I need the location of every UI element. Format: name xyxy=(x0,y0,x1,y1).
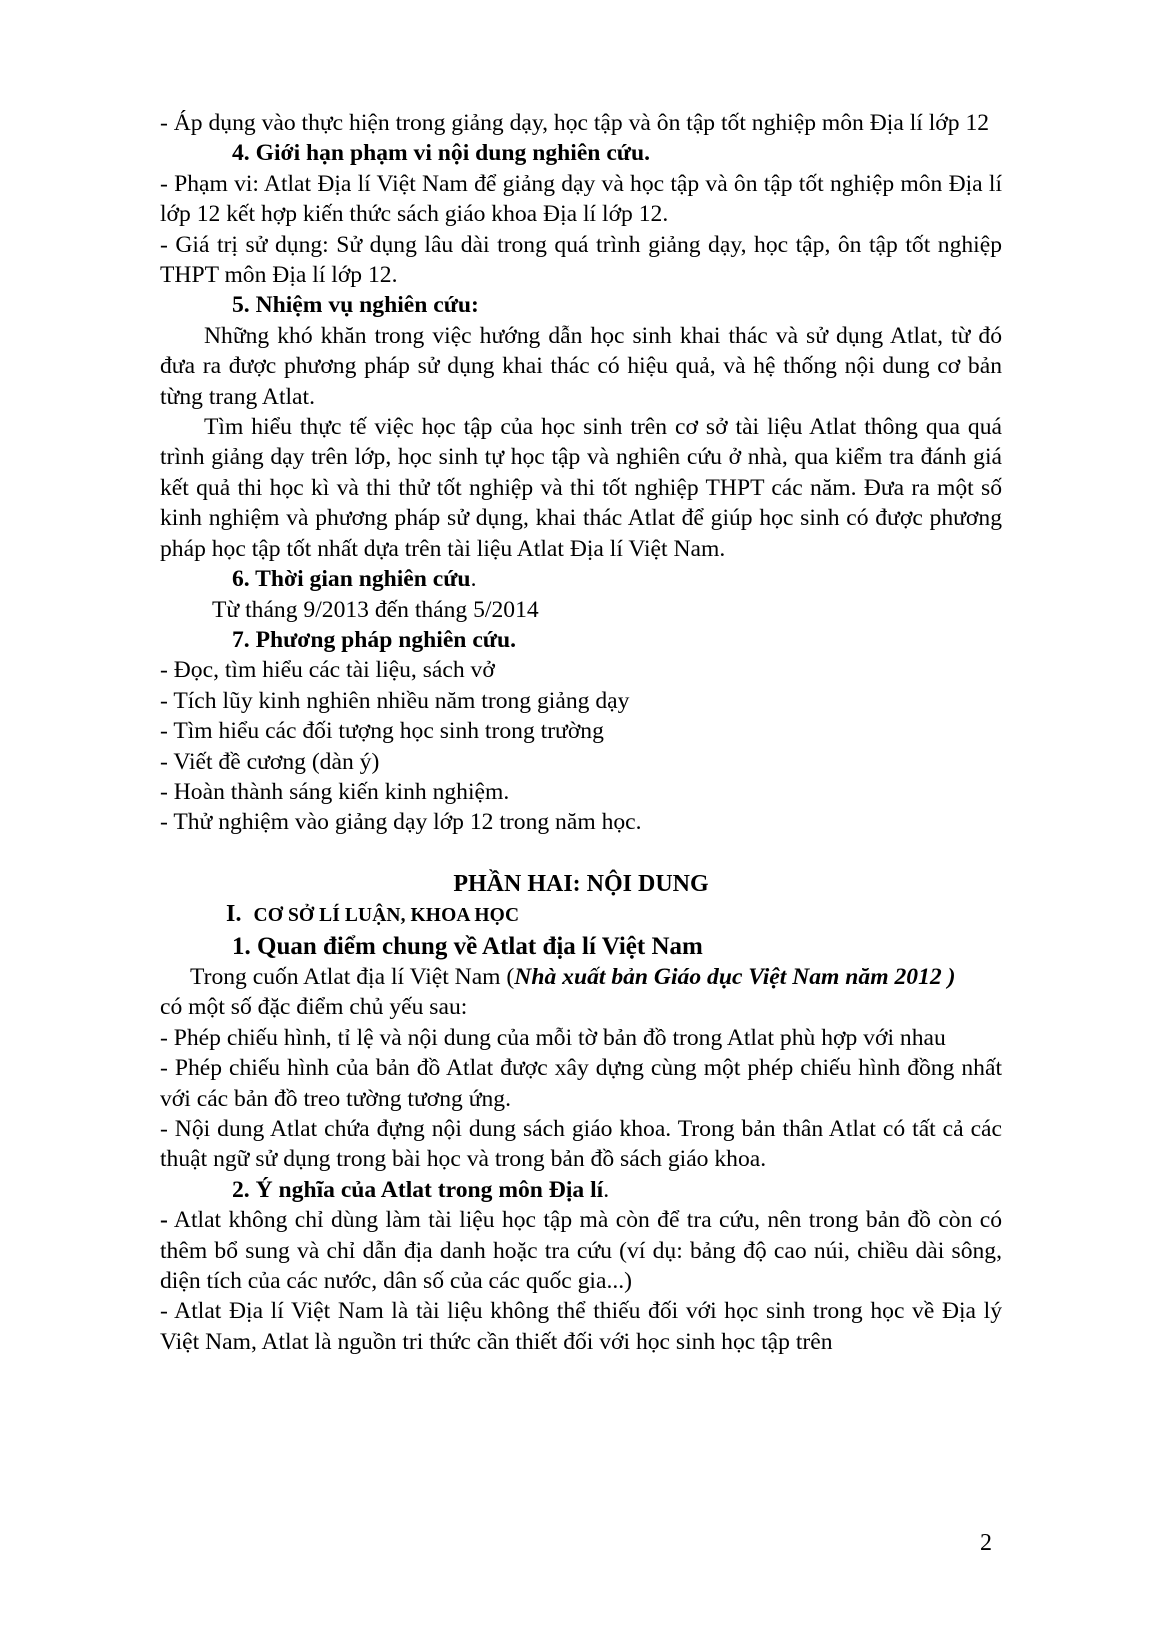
atlas-meaning-paragraph-2: - Atlat Địa lí Việt Nam là tài liệu không thể thiếu đối với học sinh trong học về Địa lý Việt Nam, Atlat là nguồn tri thức cần thiết đối với học sinh học tập trên xyxy=(160,1298,1002,1355)
section-6-heading-text: 6. Thời gian nghiên cứu xyxy=(232,566,471,593)
method-item: - Thử nghiệm vào giảng dạy lớp 12 trong năm học. xyxy=(160,809,642,836)
bullet-dash: - xyxy=(160,1207,168,1234)
method-item: - Hoàn thành sáng kiến kinh nghiệm. xyxy=(160,778,510,805)
sec5-paragraph-2: Tìm hiểu thực tế việc học tập của học sinh trên cơ sở tài liệu Atlat thông qua quá trình giảng dạy trên lớp, học sinh tự học tập và nghiên cứu ở nhà, qua kiểm tra đánh giá kết quả thi học kì và thi thử tốt nghiệp và thi tốt nghiệp THPT các năm. Đưa ra một số kinh nghiệm và phương pháp sử dụng, khai thác Atlat để giúp học sinh có được phương pháp học tập tốt nhất dựa trên tài liệu Atlat Địa lí Việt Nam. xyxy=(160,414,1002,562)
section-6-heading-period: . xyxy=(470,566,477,593)
section-5-heading: 5. Nhiệm vụ nghiên cứu: xyxy=(232,292,479,319)
subsection-1-heading: 1. Quan điểm chung về Atlat địa lí Việt Nam xyxy=(232,932,703,960)
subsection-2-heading xyxy=(160,1175,1002,1205)
atlas-feature-item: - Phép chiếu hình của bản đồ Atlat được xây dựng cùng một phép chiếu hình đồng nhất với các bản đồ treo tường tương ứng. xyxy=(160,1055,1002,1112)
subsection-2-heading-period: . xyxy=(603,1176,610,1203)
atlas-feature-item: - Nội dung Atlat chứa đựng nội dung sách giáo khoa. Trong bản thân Atlat có tất cả các thuật ngữ sử dụng trong bài học và trong bản đồ sách giáo khoa. xyxy=(160,1116,1002,1173)
atlas-features-lead: có một số đặc điểm chủ yếu sau: xyxy=(160,994,468,1021)
sec3-application-line: - Áp dụng vào thực hiện trong giảng dạy, học tập và ôn tập tốt nghiệp môn Địa lí lớp 12 xyxy=(160,110,990,136)
atlas-meaning-text-1: Atlat không chỉ dùng làm tài liệu học tập mà còn để tra cứu, nên trong bản đồ còn có thêm bổ sung và chỉ dẫn địa danh hoặc tra cứu (ví dụ: bảng độ cao núi, chiều dài sông, diện tích của các nước, dân số của các quốc gia...) xyxy=(160,1207,1002,1295)
section-4-heading: 4. Giới hạn phạm vi nội dung nghiên cứu. xyxy=(232,140,650,167)
publisher-reference: Nhà xuất bản Giáo dục Việt Nam năm 2012 ) xyxy=(514,963,956,990)
page-number: 2 xyxy=(980,1530,992,1556)
document-page xyxy=(160,108,1002,1357)
atlas-feature-item: - Phép chiếu hình, tỉ lệ và nội dung của mỗi tờ bản đồ trong Atlat phù hợp với nhau xyxy=(160,1024,946,1051)
method-item: - Đọc, tìm hiểu các tài liệu, sách vở xyxy=(160,657,495,684)
atlas-meaning-paragraph-1 xyxy=(160,1205,1002,1296)
method-item: - Tìm hiểu các đối tượng học sinh trong trường xyxy=(160,718,604,745)
method-item: - Viết đề cương (dàn ý) xyxy=(160,748,380,775)
roman-section-text: CƠ SỞ LÍ LUẬN, KHOA HỌC xyxy=(253,905,520,927)
part-two-title: PHẦN HAI: NỘI DUNG xyxy=(453,870,709,897)
section-7-heading: 7. Phương pháp nghiên cứu. xyxy=(232,626,516,653)
method-item: - Tích lũy kinh nghiên nhiều năm trong giảng dạy xyxy=(160,687,630,714)
sec5-paragraph-1: Những khó khăn trong việc hướng dẫn học sinh khai thác và sử dụng Atlat, từ đó đưa ra được phương pháp sử dụng khai thác có hiệu quả, và hệ thống nội dung cơ bản từng trang Atlat. xyxy=(160,322,1002,410)
subsection-2-heading-text: 2. Ý nghĩa của Atlat trong môn Địa lí xyxy=(232,1176,604,1203)
atlas-intro-text: Trong cuốn Atlat địa lí Việt Nam ( xyxy=(190,963,515,990)
roman-section-heading xyxy=(160,899,1002,931)
section-6-heading xyxy=(160,564,1002,594)
atlas-intro xyxy=(160,962,1002,992)
sec4-scope-line: - Phạm vi: Atlat Địa lí Việt Nam để giảng dạy và học tập và ôn tập tốt nghiệp môn Địa lí lớp 12 kết hợp kiến thức sách giáo khoa Địa lí lớp 12. xyxy=(160,170,1002,228)
roman-numeral: I. xyxy=(226,901,242,928)
sec4-value-line: - Giá trị sử dụng: Sử dụng lâu dài trong quá trình giảng dạy, học tập, ôn tập tốt nghiệp THPT môn Địa lí lớp 12. xyxy=(160,231,1002,289)
sec6-time-range: Từ tháng 9/2013 đến tháng 5/2014 xyxy=(212,596,539,623)
